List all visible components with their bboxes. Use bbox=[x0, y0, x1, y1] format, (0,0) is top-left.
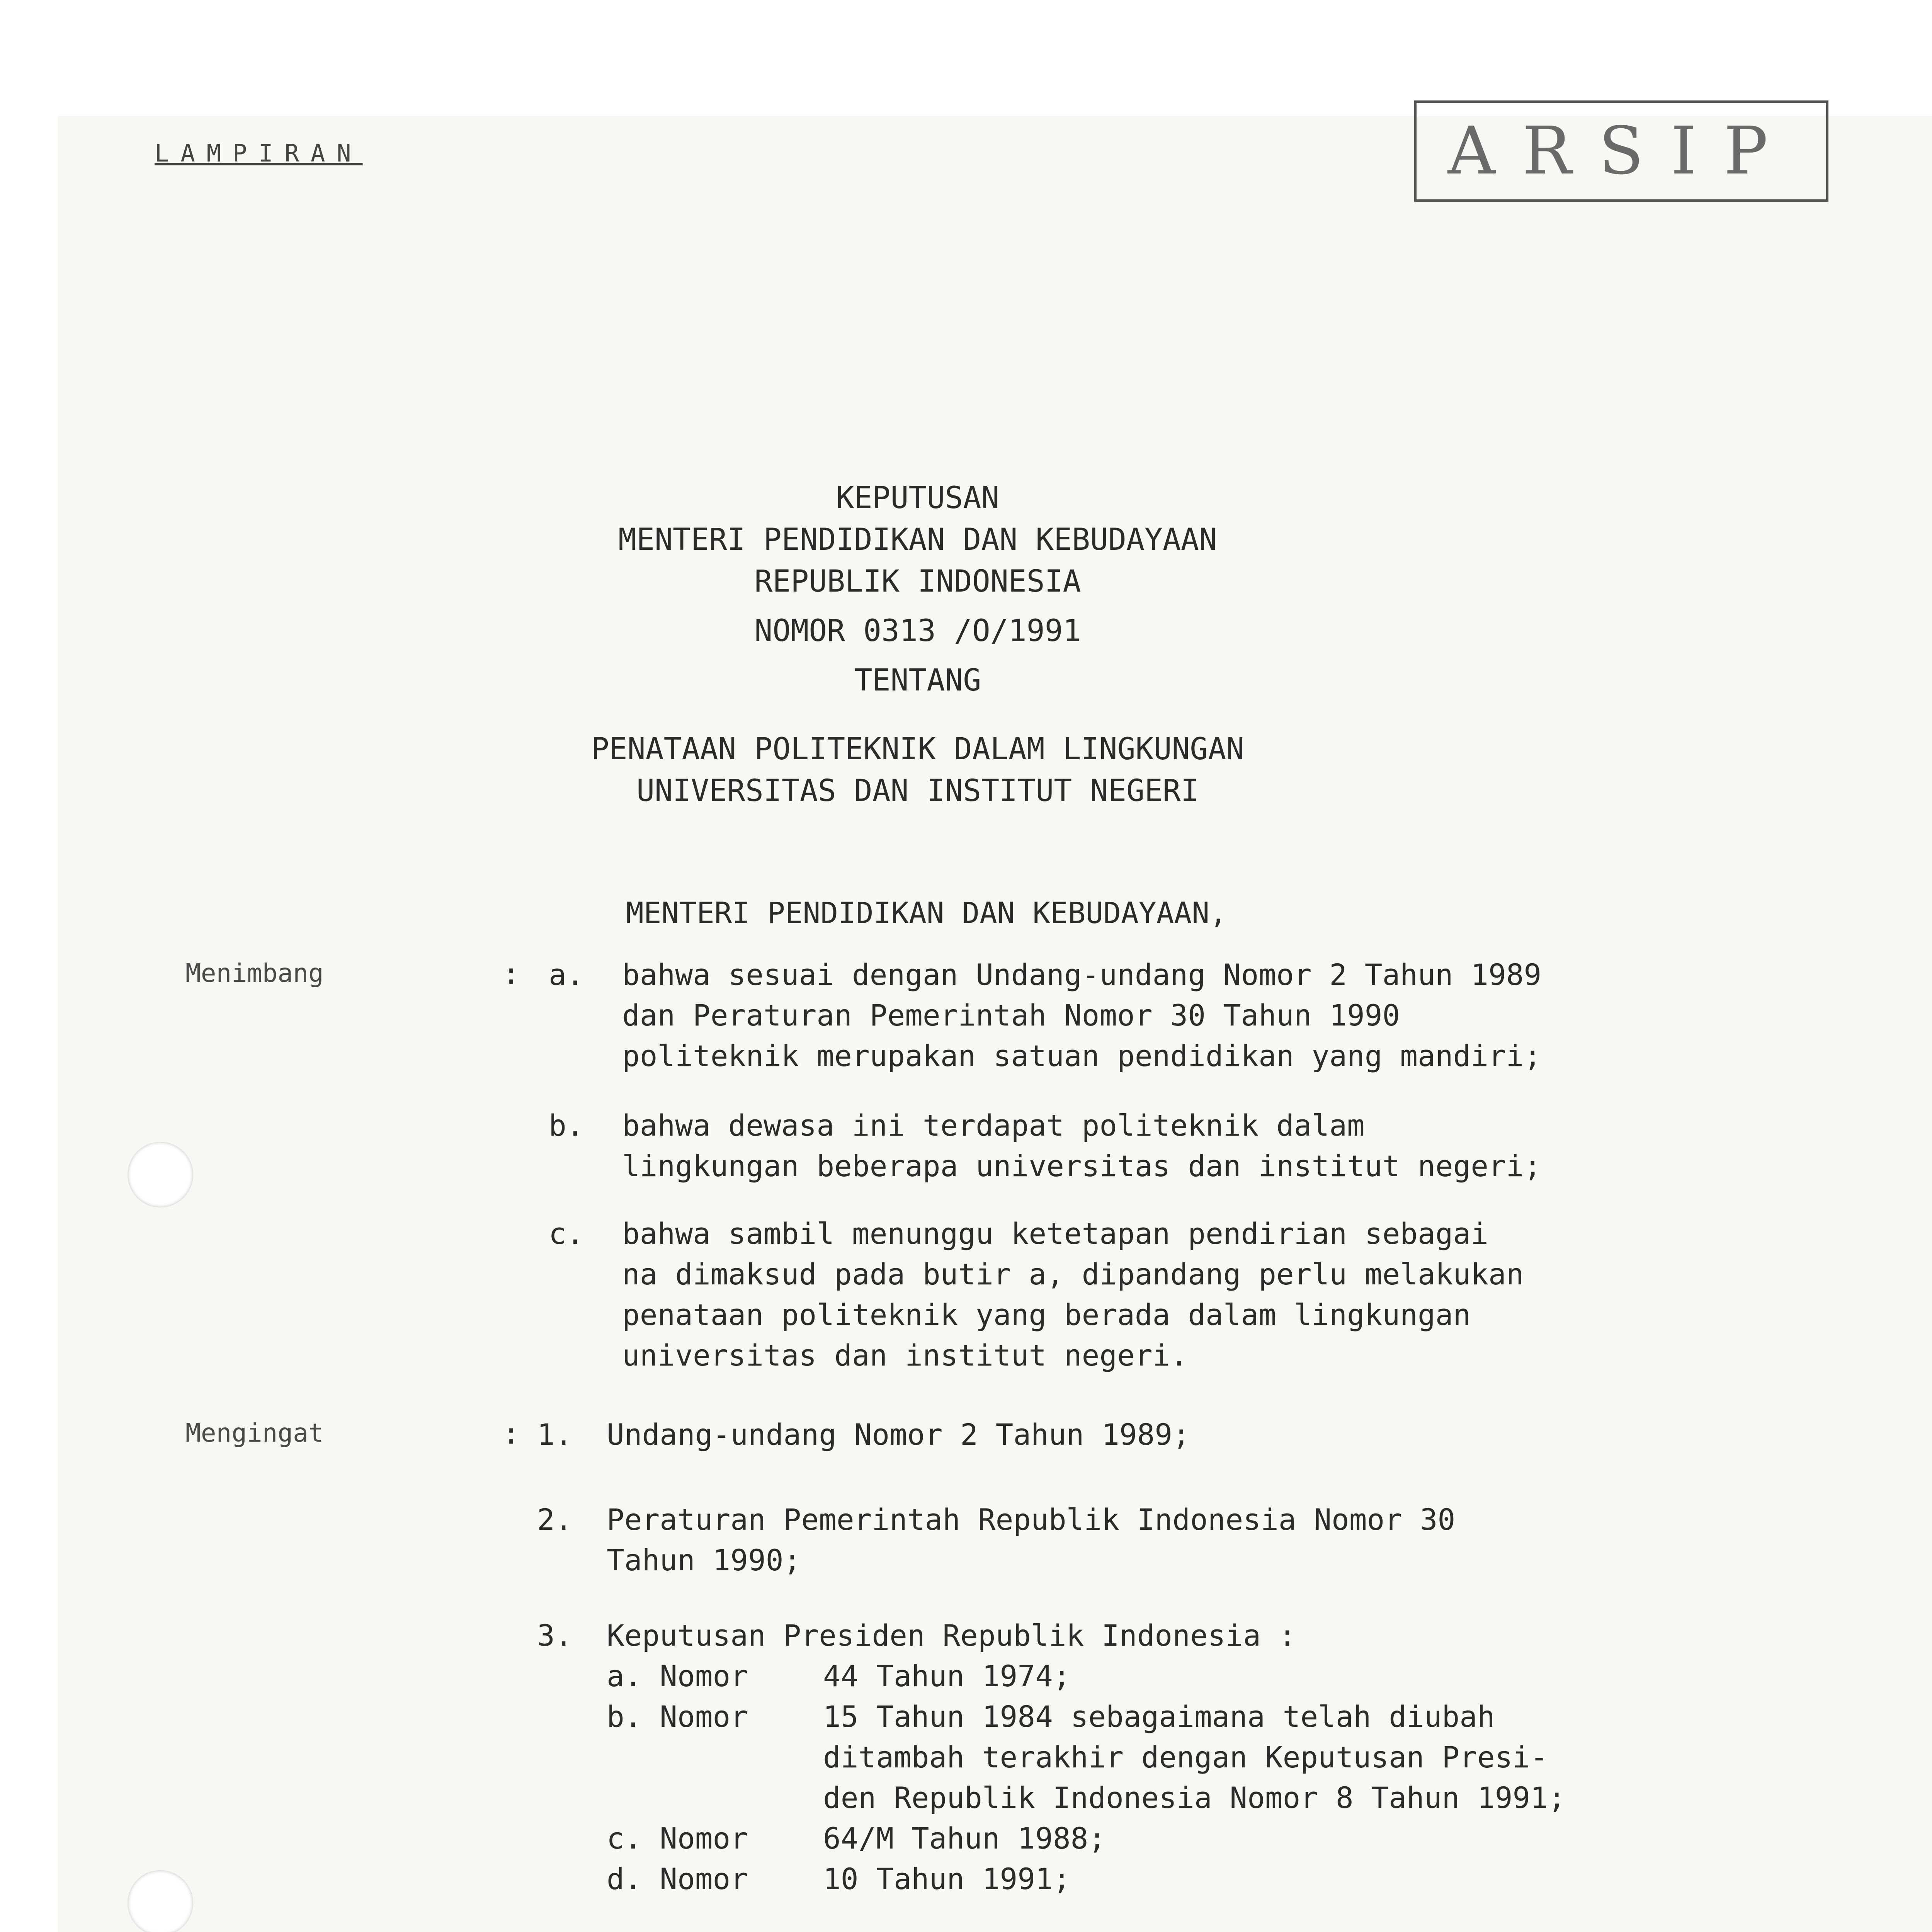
item-marker: b. bbox=[549, 1108, 584, 1143]
arsip-stamp bbox=[1414, 100, 1828, 202]
issuer-line: MENTERI PENDIDIKAN DAN KEBUDAYAAN, bbox=[626, 896, 1227, 930]
text-line: Peraturan Pemerintah Republik Indonesia Nomor 30 bbox=[607, 1502, 1456, 1537]
sublist-marker bbox=[607, 1737, 823, 1777]
lampiran-label: LAMPIRAN bbox=[155, 139, 363, 167]
sublist-marker: c. Nomor bbox=[607, 1821, 748, 1855]
item-marker: 2. bbox=[537, 1502, 573, 1537]
mengingat-item-1-text bbox=[607, 1414, 1190, 1455]
text-line: lingkungan beberapa universitas dan institut negeri; bbox=[622, 1149, 1542, 1183]
text-line: bahwa dewasa ini terdapat politeknik dalam bbox=[622, 1108, 1365, 1143]
text-line: bahwa sesuai dengan Undang-undang Nomor 2 Tahun 1989 bbox=[622, 957, 1542, 992]
sublist-text: den Republik Indonesia Nomor 8 Tahun 1991; bbox=[823, 1781, 1566, 1815]
menimbang-colon: : bbox=[502, 956, 520, 991]
sublist-marker: a. Nomor bbox=[607, 1659, 748, 1693]
sublist-row bbox=[607, 1859, 1566, 1899]
text-line: Keputusan Presiden Republik Indonesia : bbox=[607, 1618, 1296, 1653]
sublist-row bbox=[607, 1777, 1566, 1818]
mengingat-item-1 bbox=[537, 1414, 573, 1455]
menimbang-item-b-text bbox=[622, 1105, 1541, 1186]
presidential-decree-sublist bbox=[607, 1656, 1566, 1899]
sublist-text: 64/M Tahun 1988; bbox=[823, 1821, 1106, 1855]
menimbang-item-a-text bbox=[622, 954, 1541, 1076]
menimbang-item-a bbox=[549, 954, 584, 995]
mengingat-item-2 bbox=[537, 1499, 573, 1540]
mengingat-item-3 bbox=[537, 1615, 573, 1656]
title-subject-1: PENATAAN POLITEKNIK DALAM LINGKUNGAN bbox=[591, 732, 1245, 767]
title-subject-2: UNIVERSITAS DAN INSTITUT NEGERI bbox=[636, 774, 1199, 808]
sublist-text: 10 Tahun 1991; bbox=[823, 1862, 1071, 1896]
item-marker: 1. bbox=[537, 1417, 573, 1452]
sublist-text: 44 Tahun 1974; bbox=[823, 1659, 1071, 1693]
text-line: na dimaksud pada butir a, dipandang perlu melakukan bbox=[622, 1257, 1524, 1291]
title-tentang: TENTANG bbox=[854, 663, 981, 698]
sublist-row bbox=[607, 1656, 1566, 1696]
punch-hole-bottom bbox=[128, 1870, 193, 1932]
text-line: universitas dan institut negeri. bbox=[622, 1338, 1188, 1372]
title-line-2: MENTERI PENDIDIKAN DAN KEBUDAYAAN bbox=[618, 522, 1217, 557]
sublist-row bbox=[607, 1696, 1566, 1737]
menimbang-item-c bbox=[549, 1213, 584, 1254]
title-block bbox=[0, 477, 1889, 812]
mengingat-item-3-text bbox=[607, 1615, 1296, 1656]
text-line: Tahun 1990; bbox=[607, 1543, 801, 1577]
sublist-row bbox=[607, 1737, 1566, 1777]
menimbang-item-b bbox=[549, 1105, 584, 1146]
item-marker: 3. bbox=[537, 1618, 573, 1653]
item-marker: a. bbox=[549, 957, 584, 992]
menimbang-label: Menimbang bbox=[185, 958, 324, 988]
text-line: bahwa sambil menunggu ketetapan pendirian sebagai bbox=[622, 1216, 1489, 1251]
sublist-marker bbox=[607, 1777, 823, 1818]
sublist-marker: d. Nomor bbox=[607, 1862, 748, 1896]
text-line: penataan politeknik yang berada dalam lingkungan bbox=[622, 1298, 1471, 1332]
sublist-marker: b. Nomor bbox=[607, 1699, 748, 1734]
sublist-text: 15 Tahun 1984 sebagaimana telah diubah bbox=[823, 1699, 1495, 1734]
sublist-text: ditambah terakhir dengan Keputusan Presi- bbox=[823, 1740, 1548, 1774]
text-line: Undang-undang Nomor 2 Tahun 1989; bbox=[607, 1417, 1190, 1452]
mengingat-label: Mengingat bbox=[185, 1418, 324, 1448]
document-page bbox=[58, 113, 1932, 1932]
text-line: dan Peraturan Pemerintah Nomor 30 Tahun 1990 bbox=[622, 998, 1400, 1032]
title-nomor: NOMOR 0313 /O/1991 bbox=[754, 614, 1081, 648]
menimbang-item-c-text bbox=[622, 1213, 1524, 1376]
title-line-1: KEPUTUSAN bbox=[836, 481, 1000, 515]
item-marker: c. bbox=[549, 1216, 584, 1251]
punch-hole-top bbox=[128, 1142, 193, 1208]
mengingat-colon: : bbox=[502, 1416, 520, 1451]
title-line-3: REPUBLIK INDONESIA bbox=[754, 564, 1081, 599]
mengingat-item-2-text bbox=[607, 1499, 1455, 1580]
text-line: politeknik merupakan satuan pendidikan yang mandiri; bbox=[622, 1039, 1542, 1073]
sublist-row bbox=[607, 1818, 1566, 1859]
arsip-stamp-text: ARSIP bbox=[1447, 113, 1795, 189]
